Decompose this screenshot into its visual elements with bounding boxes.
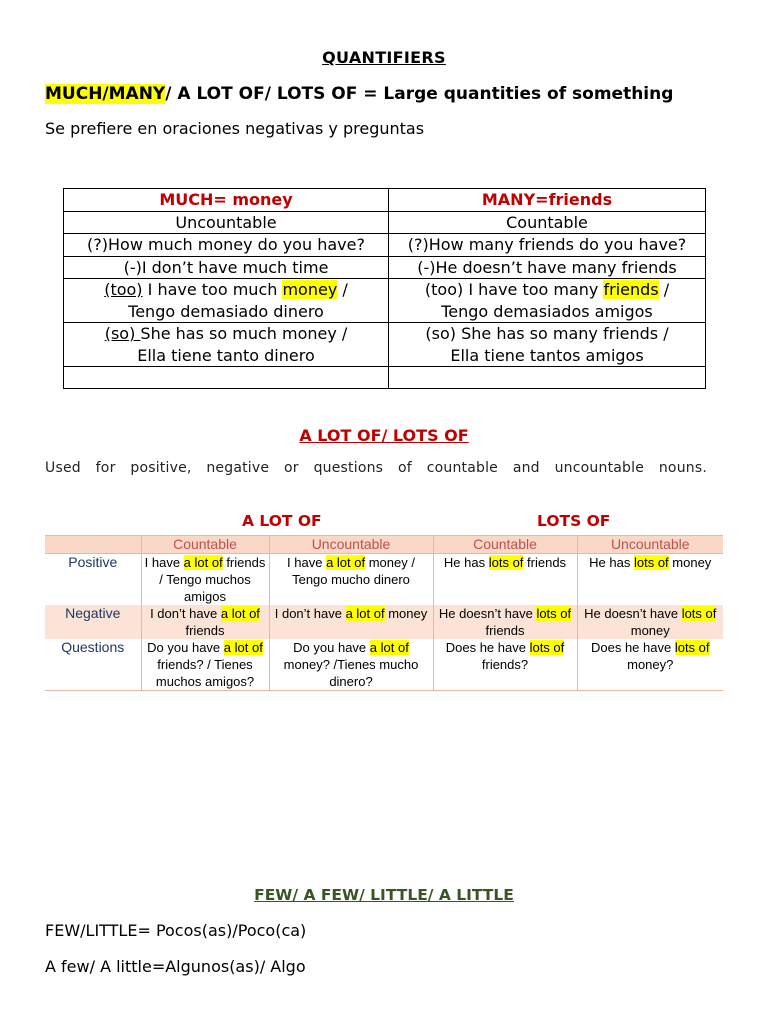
table-cell: [577, 554, 723, 606]
table-cell: [389, 279, 706, 323]
table-row: [64, 367, 706, 389]
column-header: Uncountable: [577, 536, 723, 554]
table-cell: [64, 323, 389, 367]
table-header-row: [45, 536, 723, 554]
cell-text: (too) I have too many: [424, 280, 604, 299]
so-tag: (so): [104, 324, 141, 343]
usage-description: Used for positive, negative or questions of countable and uncountable nouns.: [45, 460, 707, 476]
table-row: [64, 256, 706, 279]
table-cell: [64, 367, 389, 389]
table-cell: (?)How much money do you have?: [64, 234, 389, 257]
cell-text: friends: [185, 623, 225, 638]
table-cell: [141, 639, 269, 691]
cell-text: (so) She has so many friends /: [425, 324, 669, 343]
table-cell: [269, 605, 433, 639]
row-label-positive: Positive: [45, 554, 141, 606]
cell-text: friends? / Tienes muchos amigos?: [155, 657, 255, 689]
highlight-text: a lot of: [345, 606, 385, 621]
definition-line: [45, 84, 673, 104]
cell-text: friends: [485, 623, 525, 638]
table-cell: [141, 605, 269, 639]
cell-text: money: [630, 623, 670, 638]
highlight-text: lots of: [536, 606, 572, 621]
highlight-text: lots of: [633, 555, 669, 570]
table-row: [45, 639, 723, 691]
cell-text: Does he have: [590, 640, 675, 655]
much-many-table: [63, 188, 706, 389]
friends-highlight: friends: [603, 280, 659, 299]
cell-text: She has so much money /: [140, 324, 348, 343]
table-cell: [269, 639, 433, 691]
group-label-a-lot-of: A LOT OF: [242, 512, 322, 530]
cell-text: friends: [523, 555, 567, 570]
cell-text: friends / Tengo muchos amigos: [159, 555, 266, 604]
table-cell: [433, 554, 577, 606]
table-cell: (?)How many friends do you have?: [389, 234, 706, 257]
a-lot-of-lots-of-table: [45, 535, 723, 691]
table-cell: [389, 323, 706, 367]
cell-text: I have too much: [142, 280, 283, 299]
a-few-a-little-definition: A few/ A little=Algunos(as)/ Algo: [45, 957, 306, 976]
cell-text: He doesn’t have: [584, 606, 682, 621]
cell-text: money? /Tienes mucho dinero?: [283, 657, 419, 689]
cell-text: Tengo demasiados amigos: [441, 301, 653, 321]
highlight-text: a lot of: [220, 606, 260, 621]
cell-text: I don’t have: [150, 606, 221, 621]
column-header: Countable: [433, 536, 577, 554]
much-header: MUCH= money: [64, 189, 389, 212]
table-row: [64, 234, 706, 257]
table-cell: [141, 554, 269, 606]
cell-text: He has: [443, 555, 489, 570]
row-label-questions: Questions: [45, 639, 141, 691]
cell-text: money / Tengo mucho dinero: [292, 555, 415, 587]
section-title-few-little: FEW/ A FEW/ LITTLE/ A LITTLE: [254, 886, 514, 904]
cell-text: Do you have: [147, 640, 224, 655]
cell-text: Does he have: [445, 640, 530, 655]
highlight-text: lots of: [488, 555, 524, 570]
highlight-text: lots of: [674, 640, 710, 655]
cell-text: I don’t have: [274, 606, 346, 621]
cell-text: money?: [627, 657, 674, 672]
highlight-text: lots of: [681, 606, 717, 621]
cell-text: money: [668, 555, 712, 570]
highlight-text: a lot of: [223, 640, 263, 655]
table-row: [64, 189, 706, 212]
cell-text: He doesn’t have: [438, 606, 537, 621]
table-row: [64, 279, 706, 323]
table-cell: [45, 536, 141, 554]
highlight-text: a lot of: [369, 640, 409, 655]
cell-text: He has: [589, 555, 634, 570]
table-row: [64, 323, 706, 367]
table-cell: [64, 279, 389, 323]
cell-text: I have: [144, 555, 184, 570]
group-label-lots-of: LOTS OF: [537, 512, 611, 530]
cell-text: Do you have: [293, 640, 370, 655]
table-cell: [389, 367, 706, 389]
cell-text: Ella tiene tantos amigos: [450, 345, 644, 365]
table-cell: [577, 605, 723, 639]
table-cell: [577, 639, 723, 691]
highlight-text: lots of: [529, 640, 565, 655]
many-header: MANY=friends: [389, 189, 706, 212]
section-title-a-lot-of: A LOT OF/ LOTS OF: [299, 426, 469, 445]
highlight-text: a lot of: [183, 555, 223, 570]
few-little-definition: FEW/LITTLE= Pocos(as)/Poco(ca): [45, 921, 307, 940]
table-cell: [433, 605, 577, 639]
table-row: [64, 211, 706, 234]
table-cell: (-)I don’t have much time: [64, 256, 389, 279]
cell-text: /: [337, 280, 348, 299]
table-cell: [269, 554, 433, 606]
row-label-negative: Negative: [45, 605, 141, 639]
table-cell: Uncountable: [64, 211, 389, 234]
cell-text: Ella tiene tanto dinero: [137, 345, 315, 365]
table-row: [45, 554, 723, 606]
much-many-highlight: MUCH/MANY: [45, 84, 166, 104]
too-tag: (too): [104, 280, 143, 299]
cell-text: /: [658, 280, 670, 299]
usage-note: Se prefiere en oraciones negativas y preguntas: [45, 119, 425, 138]
page-title: QUANTIFIERS: [322, 48, 446, 67]
column-header: Countable: [141, 536, 269, 554]
table-cell: Countable: [389, 211, 706, 234]
highlight-text: a lot of: [326, 555, 366, 570]
money-highlight: money: [282, 280, 338, 299]
cell-text: Tengo demasiado dinero: [128, 301, 324, 321]
column-header: Uncountable: [269, 536, 433, 554]
table-cell: [433, 639, 577, 691]
cell-text: money: [384, 606, 428, 621]
table-cell: (-)He doesn’t have many friends: [389, 256, 706, 279]
cell-text: I have: [287, 555, 327, 570]
definition-rest: / A LOT OF/ LOTS OF = Large quantities of something: [165, 84, 674, 104]
cell-text: friends?: [481, 657, 529, 672]
table-row: [45, 605, 723, 639]
